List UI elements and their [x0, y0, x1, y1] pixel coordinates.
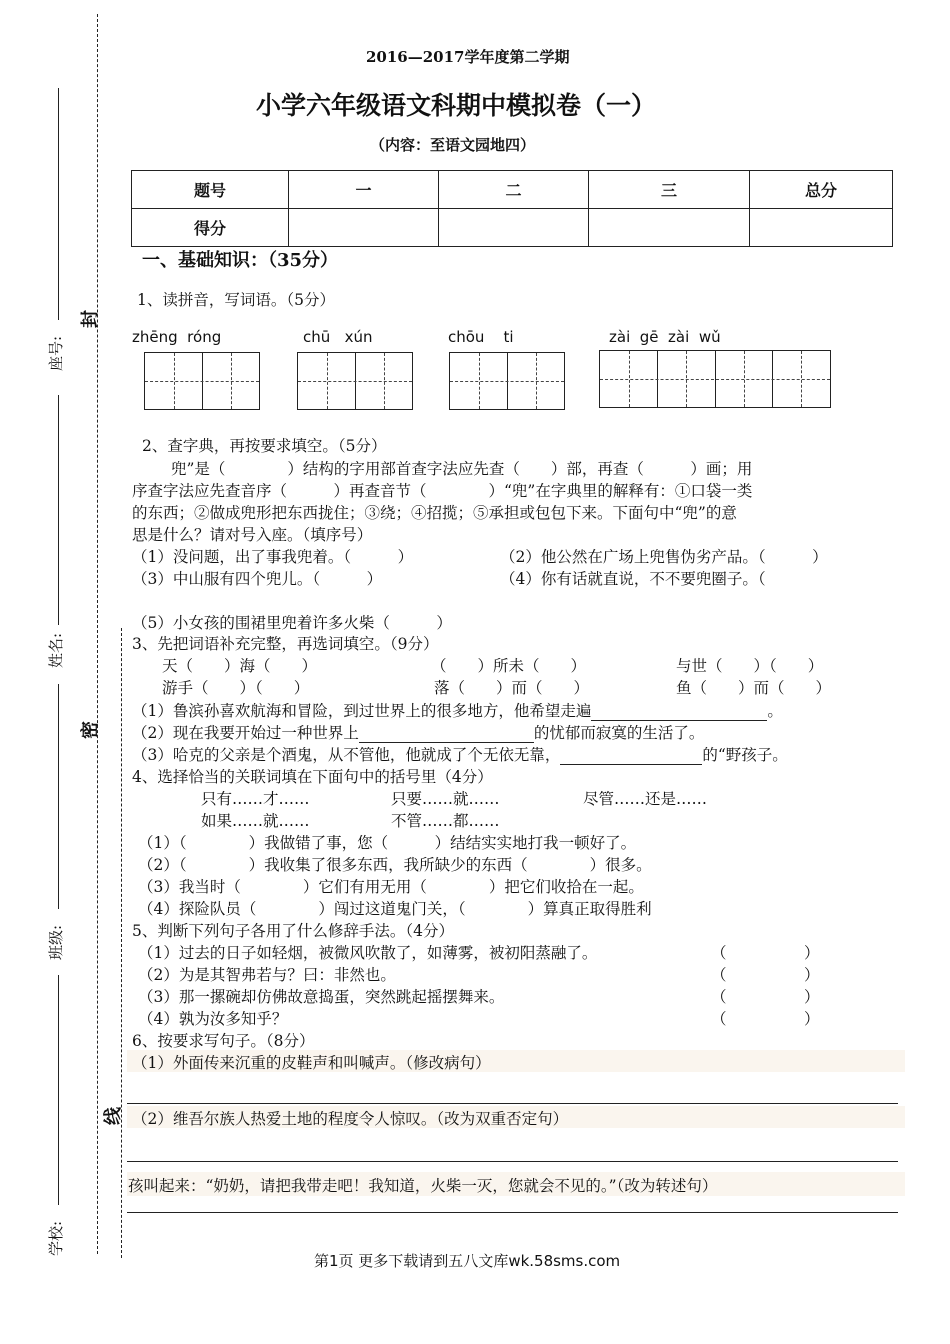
idiom-blank: 与世（ ）（ ）	[676, 657, 824, 675]
idiom-blank: 落（ ）而（ ）	[434, 679, 590, 697]
q2-line: 兜”是（ ）结构的字用部首查字法应先查（ ）部，再查（ ）画；用	[171, 460, 753, 478]
pinyin-4: zài gē zài wǔ	[609, 328, 721, 346]
idiom-blank: （ ）所未（ ）	[431, 657, 587, 675]
q3-sentence-3	[132, 743, 788, 765]
answer-blank[interactable]	[359, 724, 534, 743]
q2-line: 的东西；②做成兜形把东西拢住；③绕；④招揽；⑤承担或包包下来。下面句中“兜”的意	[132, 504, 737, 522]
q2-item: （5）小女孩的围裙里兜着许多火柴（ ）	[132, 614, 452, 632]
conjunction-option: 只有……才……	[201, 790, 310, 808]
q4-item: （1）（ ）我做错了事，您（ ）结结实实地打我一顿好了。	[138, 834, 637, 852]
score-input-cell[interactable]	[589, 209, 750, 247]
conjunction-option: 只要……就……	[391, 790, 500, 808]
exam-title: 小学六年级语文科期中模拟卷（一）	[256, 91, 657, 120]
idiom-blank: 鱼（ ）而（ ）	[676, 679, 832, 697]
score-cell: 得分	[132, 209, 289, 247]
page-footer: 第1页 更多下载请到五八文库wk.58sms.com	[314, 1252, 621, 1270]
conjunction-option: 不管……都……	[391, 812, 500, 830]
writing-grid-1[interactable]	[144, 352, 260, 410]
pinyin-3: chōu ti	[448, 328, 514, 346]
q3-title: 3、先把词语补充完整，再选词填空。（9分）	[132, 635, 439, 653]
q3-s2-end: 的忧郁而寂寞的生活了。	[533, 724, 705, 742]
q3-s3-text: （3）哈克的父亲是个酒鬼，从不管他，他就成了个无依无靠，	[132, 746, 561, 764]
seal-mark-xian: 线	[103, 1107, 124, 1125]
answer-paren[interactable]: （ ）	[711, 966, 820, 984]
q3-s2-text: （2）现在我要开始过一种世界上	[132, 724, 359, 742]
answer-paren[interactable]: （ ）	[711, 1010, 820, 1028]
school-year: 2016—2017学年度第二学期	[366, 48, 570, 66]
answer-line[interactable]	[127, 1103, 898, 1104]
seal-mark-feng: 封	[80, 310, 101, 328]
idiom-blank: 游手（ ）（ ）	[162, 679, 310, 697]
school-label: 学校:	[47, 1220, 66, 1257]
q2-item: （2）他公然在广场上兜售伪劣产品。（ ）	[500, 548, 828, 566]
q6-title: 6、按要求写句子。（8分）	[132, 1032, 315, 1050]
score-input-cell[interactable]	[439, 209, 589, 247]
q3-s3-end: 的“野孩子。	[702, 746, 788, 764]
q4-item: （2）（ ）我收集了很多东西，我所缺少的东西（ ）很多。	[138, 856, 652, 874]
score-table-header-row	[132, 171, 893, 209]
seat-line	[58, 88, 59, 320]
score-cell: 总分	[750, 171, 893, 209]
score-cell: 一	[289, 171, 439, 209]
q3-sentence-1	[132, 699, 783, 721]
section-heading: 一、基础知识：（35分）	[142, 250, 339, 271]
q5-item: （3）那一摞碗却仿佛故意捣蛋，突然跳起摇摆舞来。	[138, 988, 505, 1006]
q5-item: （2）为是其智弗若与？曰：非然也。	[138, 966, 396, 984]
writing-grid-2[interactable]	[297, 352, 413, 410]
name-line	[58, 684, 59, 909]
idiom-blank: 天（ ）海（ ）	[162, 657, 318, 675]
q2-item: （3）中山服有四个兜儿。（ ）	[132, 570, 383, 588]
q4-title: 4、选择恰当的关联词填在下面句中的括号里（4分）	[132, 768, 493, 786]
score-cell: 题号	[132, 171, 289, 209]
q4-item: （3）我当时（ ）它们有用无用（ ）把它们收拾在一起。	[138, 878, 644, 896]
q2-line: 序查字法应先查音序（ ）再查音节（ ）“兜”在字典里的解释有：①口袋一类	[132, 482, 753, 500]
class-line	[58, 975, 59, 1205]
score-cell: 三	[589, 171, 750, 209]
score-table	[131, 170, 893, 247]
q6-item: （2）维吾尔族人热爱土地的程度令人惊叹。（改为双重否定句）	[132, 1110, 569, 1128]
score-cell: 二	[439, 171, 589, 209]
q3-sentence-2	[132, 721, 704, 743]
conjunction-option: 尽管……还是……	[583, 790, 708, 808]
q5-item: （1）过去的日子如轻烟，被微风吹散了，如薄雾，被初阳蒸融了。	[138, 944, 598, 962]
seal-mark-mi: 密	[80, 721, 101, 739]
writing-grid-4[interactable]	[599, 350, 831, 408]
writing-grid-3[interactable]	[449, 352, 565, 410]
q6-item: （1）外面传来沉重的皮鞋声和叫喊声。（修改病句）	[132, 1054, 491, 1072]
answer-paren[interactable]: （ ）	[711, 944, 820, 962]
q5-item: （4）孰为汝多知乎？	[138, 1010, 288, 1028]
q3-s1-end: 。	[767, 702, 783, 720]
q6-item: 孩叫起来：“奶奶，请把我带走吧！我知道，火柴一灭，您就会不见的。”（改为转述句）	[128, 1177, 718, 1195]
answer-blank[interactable]	[591, 702, 767, 721]
q5-title: 5、判断下列句子各用了什么修辞手法。（4分）	[132, 922, 454, 940]
q2-item: （1）没问题，出了事我兜着。（ ）	[132, 548, 414, 566]
exam-subtitle: （内容：至语文园地四）	[370, 136, 536, 154]
q3-s1-text: （1）鲁滨孙喜欢航海和冒险，到过世界上的很多地方，他希望走遍	[132, 702, 592, 720]
q2-item: （4）你有话就直说，不不要兜圈子。（	[500, 570, 766, 588]
q2-line: 思是什么？请对号入座。（填序号）	[132, 526, 373, 544]
answer-line[interactable]	[127, 1212, 898, 1213]
q2-title: 2、查字典，再按要求填空。（5分）	[142, 437, 387, 455]
class-label: 班级:	[47, 924, 66, 961]
score-table-score-row	[132, 209, 893, 247]
name-label: 姓名:	[47, 632, 66, 669]
seat-line-lower	[58, 395, 59, 625]
answer-line[interactable]	[127, 1161, 898, 1162]
seat-label: 座号:	[47, 335, 66, 372]
q1-title: 1、读拼音，写词语。（5分）	[137, 291, 335, 309]
conjunction-option: 如果……就……	[201, 812, 310, 830]
score-input-cell[interactable]	[750, 209, 893, 247]
pinyin-1: zhēng róng	[132, 328, 222, 346]
binding-dashed-line	[97, 14, 98, 1254]
score-input-cell[interactable]	[289, 209, 439, 247]
answer-blank[interactable]	[560, 746, 702, 765]
binding-dashed-line-lower	[121, 628, 122, 1258]
pinyin-2: chū xún	[303, 328, 373, 346]
answer-paren[interactable]: （ ）	[711, 988, 820, 1006]
q4-item: （4）探险队员（ ）闯过这道鬼门关，（ ）算真正取得胜利	[138, 900, 652, 918]
